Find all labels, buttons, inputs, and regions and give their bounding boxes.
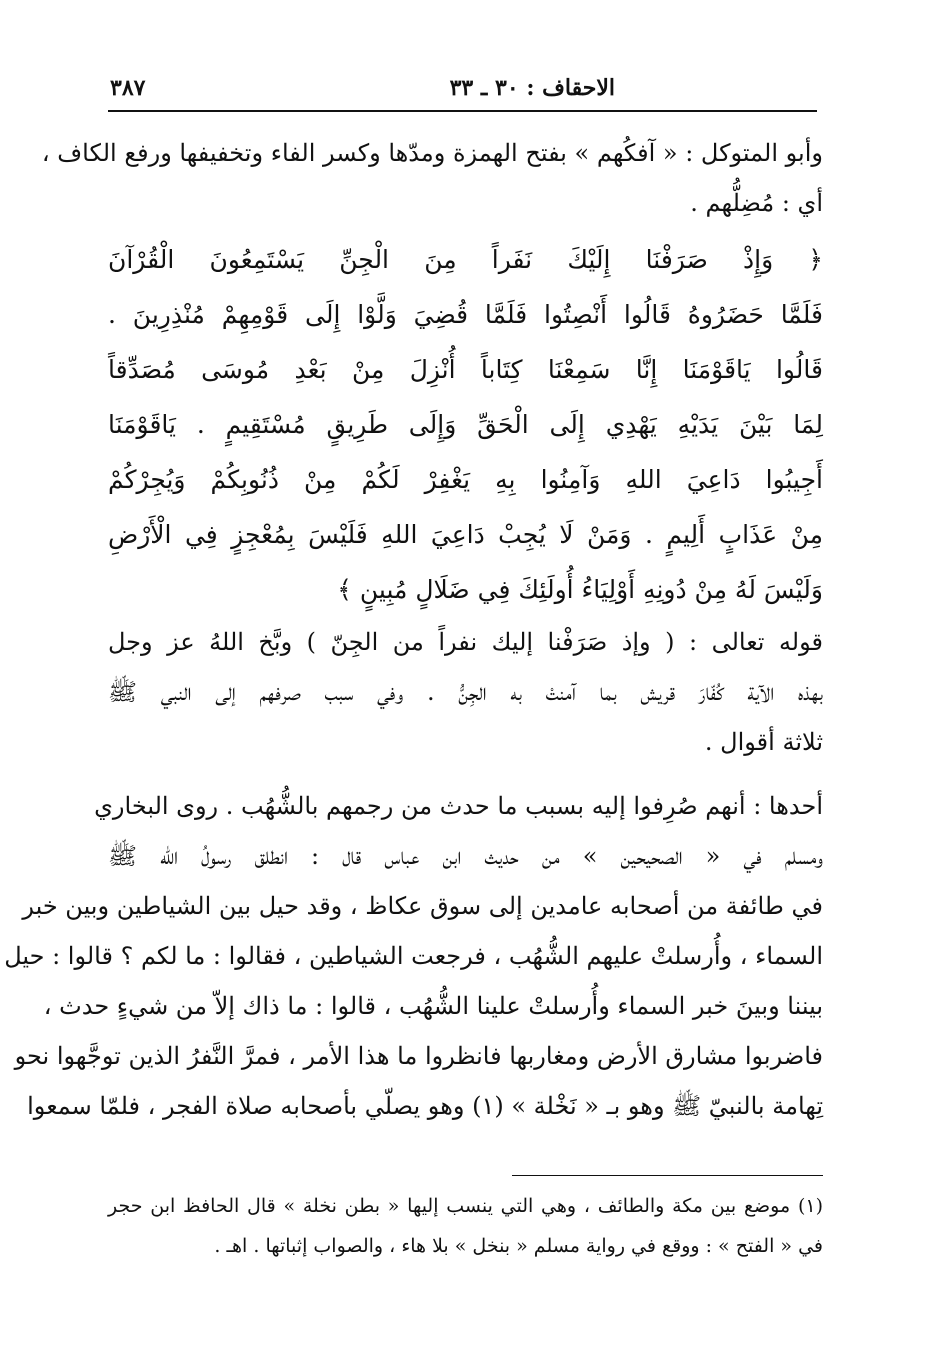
quran-verses — [108, 232, 823, 617]
text-line: فاضربوا مشارق الأرض ومغاربها فانظروا ما هذا الأمر ، فمرَّ النَّفرُ الذين توجَّهوا نحو — [14, 1042, 823, 1070]
text-line: بيننا وبينَ خبر السماء وأُرسلتْ علينا الشُّهُب ، قالوا : ما ذاك إلاّ من شيءٍ حدث ، — [43, 992, 823, 1020]
footnote-rule — [512, 1175, 823, 1176]
text-line: في طائفة من أصحابه عامدين إلى سوق عكاظ ، وقد حيل بين الشياطين وبين خبر — [22, 892, 823, 920]
text-line: تِهامة بالنبيّ ﷺ وهو بـ « نَخْلة » (١) وهو يصلّي بأصحابه صلاة الفجر ، فلمّا سمعوا — [27, 1092, 823, 1120]
verse-line: فَلَمَّا حَضَرُوهُ قَالُوا أَنْصِتُوا فَلَمَّا قُضِيَ وَلَّوْا إِلَى قَوْمِهِمْ مُنْذِرِينَ . — [108, 300, 823, 329]
verse-line: قَالُوا يَاقَوْمَنَا إِنَّا سَمِعْنَا كِتَاباً أُنْزِلَ مِنْ بَعْدِ مُوسَى مُصَدِّقاً — [108, 355, 823, 384]
footnotes — [108, 1186, 823, 1266]
text-line: أحدها : أنهم صُرِفوا إليه بسبب ما حدث من رجمهم بالشُّهُب . روى البخاري — [94, 792, 823, 820]
running-header — [110, 68, 825, 108]
text-line: بهذه الآية كُفّارَ قريش بما آمنتْ به الجِنُّ . وفي سبب صرفهم إلى النبي ﷺ — [108, 678, 823, 706]
text-line: السماء ، وأُرسلتْ عليهم الشُّهُب ، فرجعت الشياطين ، فقالوا : ما لكم ؟ قالوا : حيل — [4, 942, 823, 970]
text-line: وأبو المتوكل : « آفكُهم » بفتح الهمزة ومدّها وكسر الفاء وتخفيفها ورفع الكاف ، — [41, 139, 823, 167]
verse-line: مِنْ عَذَابٍ أَلِيمٍ . وَمَنْ لَا يُجِبْ دَاعِيَ اللهِ فَلَيْسَ بِمُعْجِزٍ فِي الْأَرْضِ — [108, 520, 823, 549]
text-line: ثلاثة أقوال . — [704, 728, 823, 756]
header-title: الاحقاف : ٣٠ ـ ٣٣ — [449, 75, 615, 101]
footnote-line: (١) موضع بين مكة والطائف ، وهي التي ينسب إليها « بطن نخلة » قال الحافظ ابن حجر — [108, 1195, 823, 1217]
footnote-line: في « الفتح » : ووقع في رواية مسلم « بنخل » بلا هاء ، والصواب إثباتها . اهـ . — [214, 1235, 823, 1257]
verse-line: وَلَيْسَ لَهُ مِنْ دُونِهِ أَوْلِيَاءُ أُولَئِكَ فِي ضَلَالٍ مُبِينٍ ﴾ — [337, 575, 823, 604]
verse-line: ﴿ وَإِذْ صَرَفْنَا إِلَيْكَ نَفَراً مِنَ الْجِنِّ يَسْتَمِعُونَ الْقُرْآنَ — [108, 245, 823, 274]
page-number: ٣٨٧ — [110, 75, 146, 101]
text-line: قوله تعالى : ( وإذ صَرَفْنا إليك نفراً من الجِنّ ) وبَّخ اللهُ عز وجل — [108, 628, 823, 656]
verse-line: أَجِيبُوا دَاعِيَ اللهِ وَآمِنُوا بِهِ يَغْفِرْ لَكُمْ مِنْ ذُنُوبِكُمْ وَيُجِرْكُمْ — [108, 465, 823, 494]
text-line: ومسلم في « الصحيحين » من حديث ابن عباس قال : انطلق رسولُ الله ﷺ — [108, 842, 823, 870]
text-line: أي : مُضِلُّهم . — [690, 189, 823, 217]
main-text — [4, 128, 823, 1131]
header-rule — [108, 110, 817, 112]
verse-line: لِمَا بَيْنَ يَدَيْهِ يَهْدِي إِلَى الْحَقِّ وَإِلَى طَرِيقٍ مُسْتَقِيمٍ . يَاقَوْمَنَا — [108, 410, 823, 439]
